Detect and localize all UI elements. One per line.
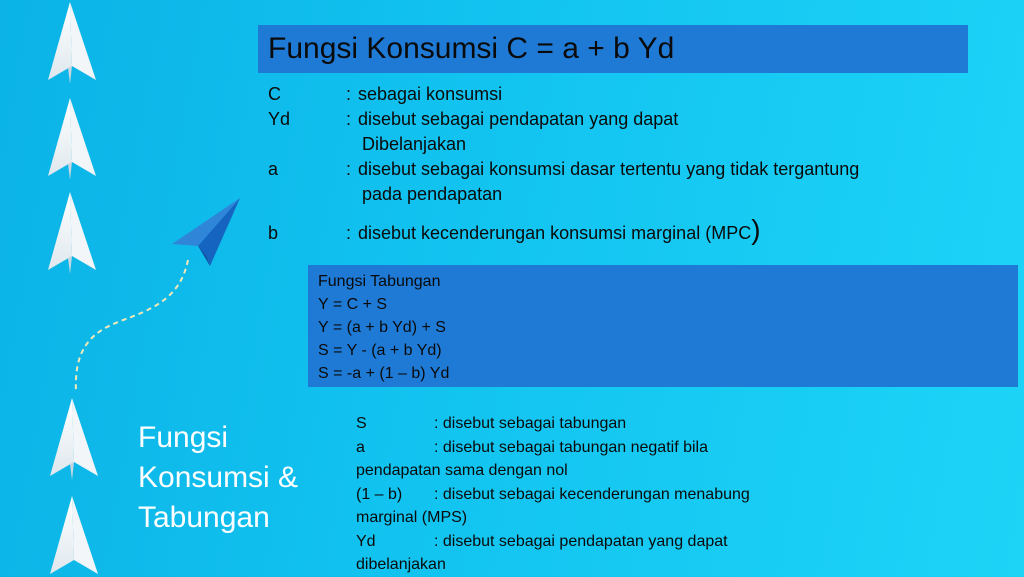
savings-equation: S = -a + (1 – b) Yd xyxy=(318,365,450,382)
note-line xyxy=(356,412,836,436)
definition-row xyxy=(268,107,988,157)
definition-list xyxy=(268,82,988,246)
savings-equation: Y = C + S xyxy=(318,296,388,313)
definition-row xyxy=(268,214,988,246)
savings-equation: Y = (a + b Yd) + S xyxy=(318,319,446,336)
note-text: : disebut sebagai tabungan negatif bila xyxy=(434,438,708,456)
definition-row xyxy=(268,82,988,107)
note-line xyxy=(356,436,836,460)
definition-continuation: pada pendapatan xyxy=(362,184,503,204)
note-line xyxy=(356,483,836,507)
definition-text: disebut sebagai konsumsi dasar tertentu yang tidak tergantung xyxy=(358,159,860,179)
title-bar xyxy=(258,25,968,73)
paper-plane-icon xyxy=(50,496,98,574)
savings-heading: Fungsi Tabungan xyxy=(318,273,441,290)
note-text: : disebut sebagai pendapatan yang dapat xyxy=(434,532,728,550)
definition-continuation: Dibelanjakan xyxy=(362,134,467,154)
definition-text: disebut sebagai pendapatan yang dapat xyxy=(358,109,679,129)
savings-function-box xyxy=(308,265,1018,387)
note-term: Yd xyxy=(356,532,376,550)
note-term: a xyxy=(356,438,365,456)
definition-separator: : xyxy=(346,109,352,129)
paper-plane-icon xyxy=(48,192,96,274)
definition-term: Yd xyxy=(268,109,291,129)
closing-paren: ) xyxy=(751,214,761,245)
note-text: dibelanjakan xyxy=(356,556,446,573)
definition-text xyxy=(358,214,988,246)
note-text: pendapatan sama dengan nol xyxy=(356,462,568,479)
definition-term: C xyxy=(268,84,281,104)
note-line xyxy=(356,506,836,530)
note-line xyxy=(356,553,836,577)
note-text: marginal (MPS) xyxy=(356,509,468,526)
note-term: (1 – b) xyxy=(356,485,403,503)
dashed-flight-path xyxy=(76,260,188,392)
section-title xyxy=(138,418,338,538)
definition-separator: : xyxy=(346,223,352,243)
definition-text: sebagai konsumsi xyxy=(358,84,503,104)
definition-separator: : xyxy=(346,159,352,179)
note-text: : disebut sebagai kecenderungan menabung xyxy=(434,485,750,503)
note-text: : disebut sebagai tabungan xyxy=(434,415,627,432)
section-title-line: Konsumsi & xyxy=(138,461,299,494)
definition-text-main: disebut kecenderungan konsumsi marginal (MPC xyxy=(358,223,752,243)
section-title-line: Fungsi xyxy=(138,421,229,454)
definition-term: a xyxy=(268,159,279,179)
note-term: S xyxy=(356,415,367,432)
slide-title: Fungsi Konsumsi C = a + b Yd xyxy=(268,32,675,65)
section-title-line: Tabungan xyxy=(138,501,270,534)
note-line xyxy=(356,459,836,483)
savings-equation: S = Y - (a + b Yd) xyxy=(318,342,442,359)
definition-term: b xyxy=(268,223,279,243)
paper-plane-icon xyxy=(48,2,96,84)
savings-notes xyxy=(356,412,836,577)
definition-row xyxy=(268,157,988,207)
paper-plane-icon xyxy=(172,198,240,266)
paper-plane-icon xyxy=(48,98,96,180)
definition-separator: : xyxy=(346,84,352,104)
paper-plane-icon xyxy=(50,398,98,480)
note-line xyxy=(356,530,836,554)
